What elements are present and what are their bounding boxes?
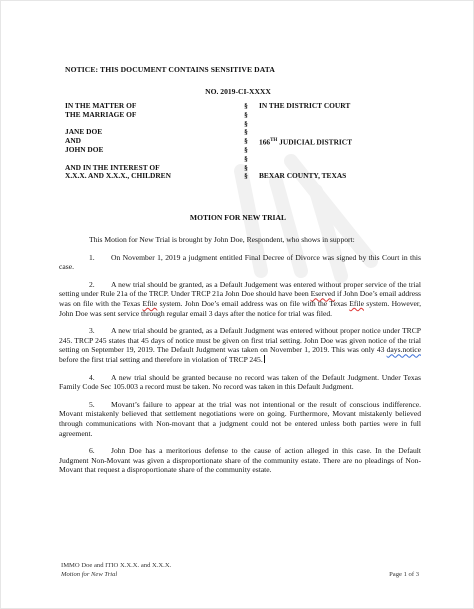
intro-paragraph: This Motion for New Trial is brought by John Doe, Respondent, who shows in support: (89, 235, 355, 244)
document-title: MOTION FOR NEW TRIAL (189, 213, 287, 222)
county-name: BEXAR COUNTY, TEXAS (259, 171, 347, 181)
caption-left-line: JANE DOE (65, 127, 103, 137)
paragraph-text: Movant’s failure to appear at the trial was not intentional or the result of conscious indifference. Movant mistakenly believed that settlement negotiations were on going. Furthermore, Movant mistakenly believed through communications with Non-movant that a judgment could not be entered unless both parties were in full agreement. (59, 399, 421, 438)
paragraph-number: 6. (89, 446, 95, 456)
court-district-label: JUDICIAL DISTRICT (277, 137, 353, 147)
paragraph-text: A new trial should be granted, as a Default Judgement was entered without proper service of the trial setting under Rule 21a of the TRCP. Under TRCP 21a John Doe should have been (59, 279, 421, 299)
paragraph-number: 3. (89, 326, 95, 336)
document-body[interactable] (59, 235, 421, 483)
paragraph-text: A new trial should be granted, as a Default Judgment was entered without proper notice under TRCP 245. TRCP 245 states that 45 days of notice must be given on first trial setting. John Doe was given notice of the trial setting on September 19, 2019. The Default Judgment was taken on November 1, 2019. This was only 43 (59, 326, 421, 355)
paragraph-text: A new trial should be granted because no record was taken of the Default Judgment. Under Texas Family Code Sec 105.003 a record must be taken. No record was taken in this Default Judgment. (59, 372, 421, 392)
paragraph-number: 5. (89, 399, 95, 409)
caption-parties (65, 102, 225, 181)
paragraph-5 (59, 400, 421, 438)
sensitive-data-notice: NOTICE: THIS DOCUMENT CONTAINS SENSITIVE DATA (65, 65, 275, 74)
caption-left-line: IN THE MATTER OF (65, 101, 137, 110)
caption-right-line (259, 146, 419, 155)
paragraph-number: 4. (89, 372, 95, 382)
paragraph-number: 1. (89, 252, 95, 262)
page-number: Page 1 of 3 (389, 570, 419, 578)
paragraph-text: before the first trial setting and therefore in violation of TRCP 245. (59, 354, 263, 364)
paragraph-6 (59, 446, 421, 475)
section-mark: § (244, 162, 248, 172)
court-ordinal-suffix: TH (270, 138, 278, 144)
caption-left-line: X.X.X. AND X.X.X., CHILDREN (65, 171, 171, 181)
caption-section-marks (241, 102, 251, 181)
paragraph-text: system. John Doe’s email address was on file with the Texas (157, 298, 350, 308)
section-mark: § (244, 153, 248, 163)
grammar-error[interactable]: days.notice (386, 345, 421, 355)
caption-right-line (259, 120, 419, 129)
caption-left-line: AND IN THE INTEREST OF (65, 162, 160, 172)
paragraph-number: 2. (89, 279, 95, 289)
footer-document-name: Motion for New Trial (61, 570, 118, 578)
section-mark: § (244, 101, 248, 110)
section-mark: § (244, 171, 248, 181)
caption-right-line (259, 128, 419, 137)
footer-case-style: IMMO Doe and ITIO X.X.X. and X.X.X. (61, 562, 172, 569)
judicial-district (259, 137, 419, 146)
page-footer (61, 562, 419, 579)
section-mark: § (244, 136, 248, 146)
paragraph-4 (59, 373, 421, 392)
court-name: IN THE DISTRICT COURT (259, 101, 351, 110)
caption-court (259, 102, 419, 181)
section-mark: § (244, 127, 248, 137)
section-mark: § (244, 118, 248, 128)
caption-left-line: THE MARRIAGE OF (65, 109, 137, 119)
text-cursor (264, 355, 265, 363)
paragraph-1 (59, 253, 421, 272)
section-mark: § (244, 144, 248, 154)
caption-right-line (259, 111, 419, 120)
caption-left-line: JOHN DOE (65, 144, 104, 154)
section-mark: § (244, 109, 248, 119)
paragraph-2 (59, 280, 421, 318)
paragraph-text: if John Doe’s email address was on file with the Texas (59, 289, 421, 308)
caption-left-line: AND (65, 136, 82, 146)
court-ordinal: 166 (259, 137, 271, 147)
paragraph-text: On November 1, 2019 a judgment entitled Final Decree of Divorce was signed by this Court in this case. (59, 252, 421, 272)
paragraph-text: system. However, John Doe was sent service through regular email 3 days after the notice for trial was filed. (59, 298, 421, 318)
case-number: NO. 2019-CI-XXXX (205, 87, 271, 96)
spelling-error[interactable]: Efile (142, 298, 158, 308)
spelling-error[interactable]: Eserved (310, 289, 336, 299)
caption-right-line (259, 155, 419, 164)
paragraph-3 (59, 326, 421, 364)
paragraph-text: John Doe has a meritorious defense to the cause of action alleged in this case. In the Default Judgment Non-Movant was given a disproportionate share of the community estate. There are no pleadings of Non-Movant that request a disproportionate share of the community estate. (59, 446, 421, 475)
spelling-error[interactable]: Efile (349, 298, 364, 308)
